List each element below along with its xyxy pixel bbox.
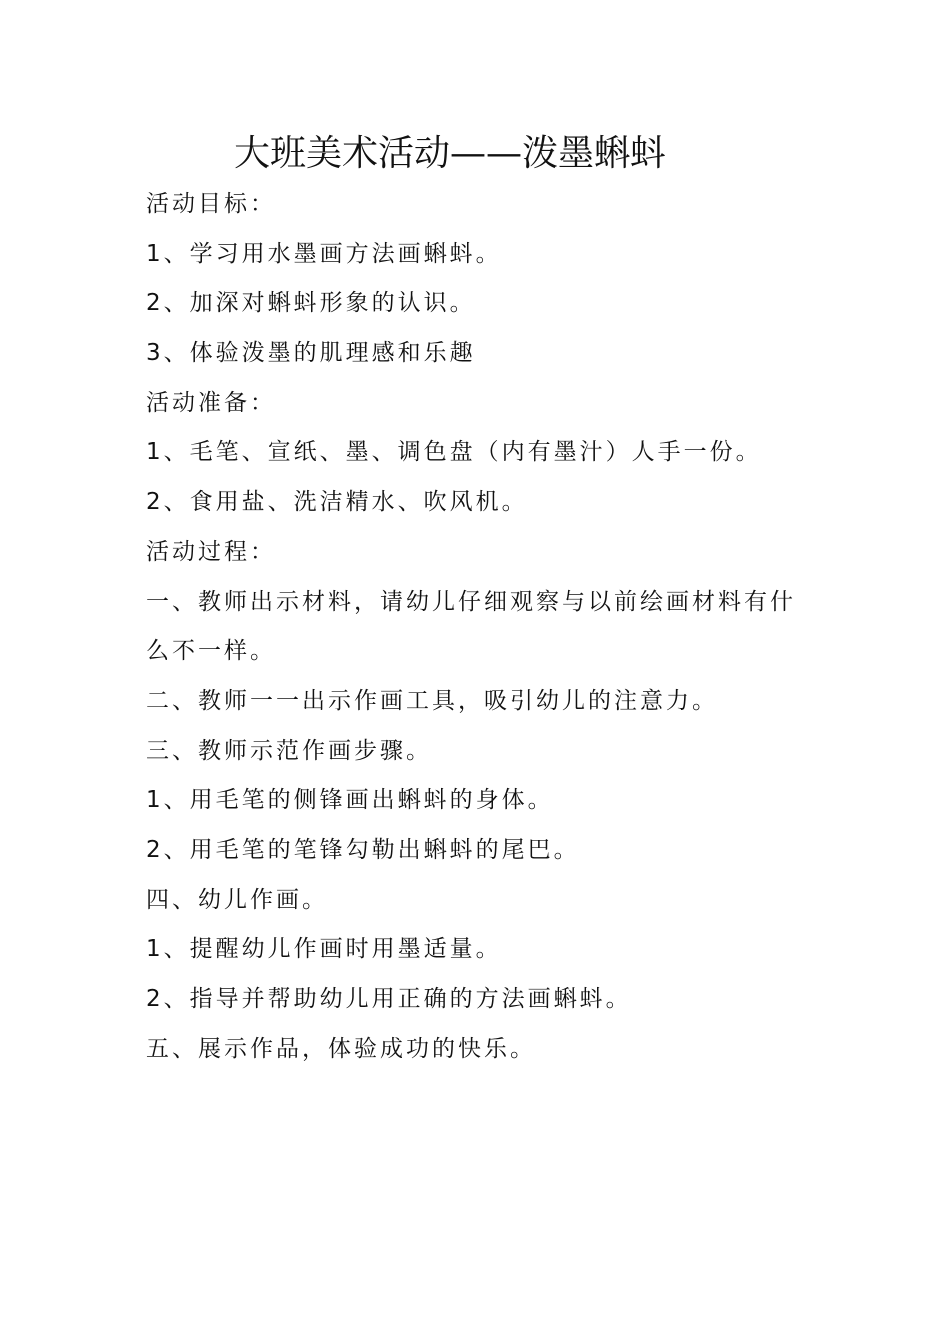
goal-item-3: 3、体验泼墨的肌理感和乐趣 [146,340,476,367]
preparation-item-2: 2、食用盐、洗洁精水、吹风机。 [146,489,528,516]
process-step-3-item-1: 1、用毛笔的侧锋画出蝌蚪的身体。 [146,787,554,814]
process-step-2: 二、教师一一出示作画工具，吸引幼儿的注意力。 [146,687,718,714]
process-step-4: 四、幼儿作画。 [146,886,328,913]
process-step-3: 三、教师示范作画步骤。 [146,737,432,764]
goal-item-2: 2、加深对蝌蚪形象的认识。 [146,290,476,317]
section-heading-process: 活动过程： [146,538,276,565]
document-title: 大班美术活动——泼墨蝌蚪 [233,133,666,174]
process-step-4-item-2: 2、指导并帮助幼儿用正确的方法画蝌蚪。 [146,986,632,1012]
process-step-3-item-2: 2、用毛笔的笔锋勾勒出蝌蚪的尾巴。 [146,836,580,863]
document-body [146,180,806,1074]
process-step-5: 五、展示作品，体验成功的快乐。 [146,1035,536,1062]
process-step-1-line-1: 一、教师出示材料，请幼儿仔细观察与以前绘画材料有什 [146,588,796,615]
section-heading-preparation: 活动准备： [146,389,276,416]
goal-item-1: 1、学习用水墨画方法画蝌蚪。 [146,240,502,267]
process-step-4-item-1: 1、提醒幼儿作画时用墨适量。 [146,936,502,963]
preparation-item-1: 1、毛笔、宣纸、墨、调色盘（内有墨汁）人手一份。 [146,439,762,466]
section-heading-goals: 活动目标： [146,191,276,217]
process-step-1-line-2: 么不一样。 [146,638,276,665]
